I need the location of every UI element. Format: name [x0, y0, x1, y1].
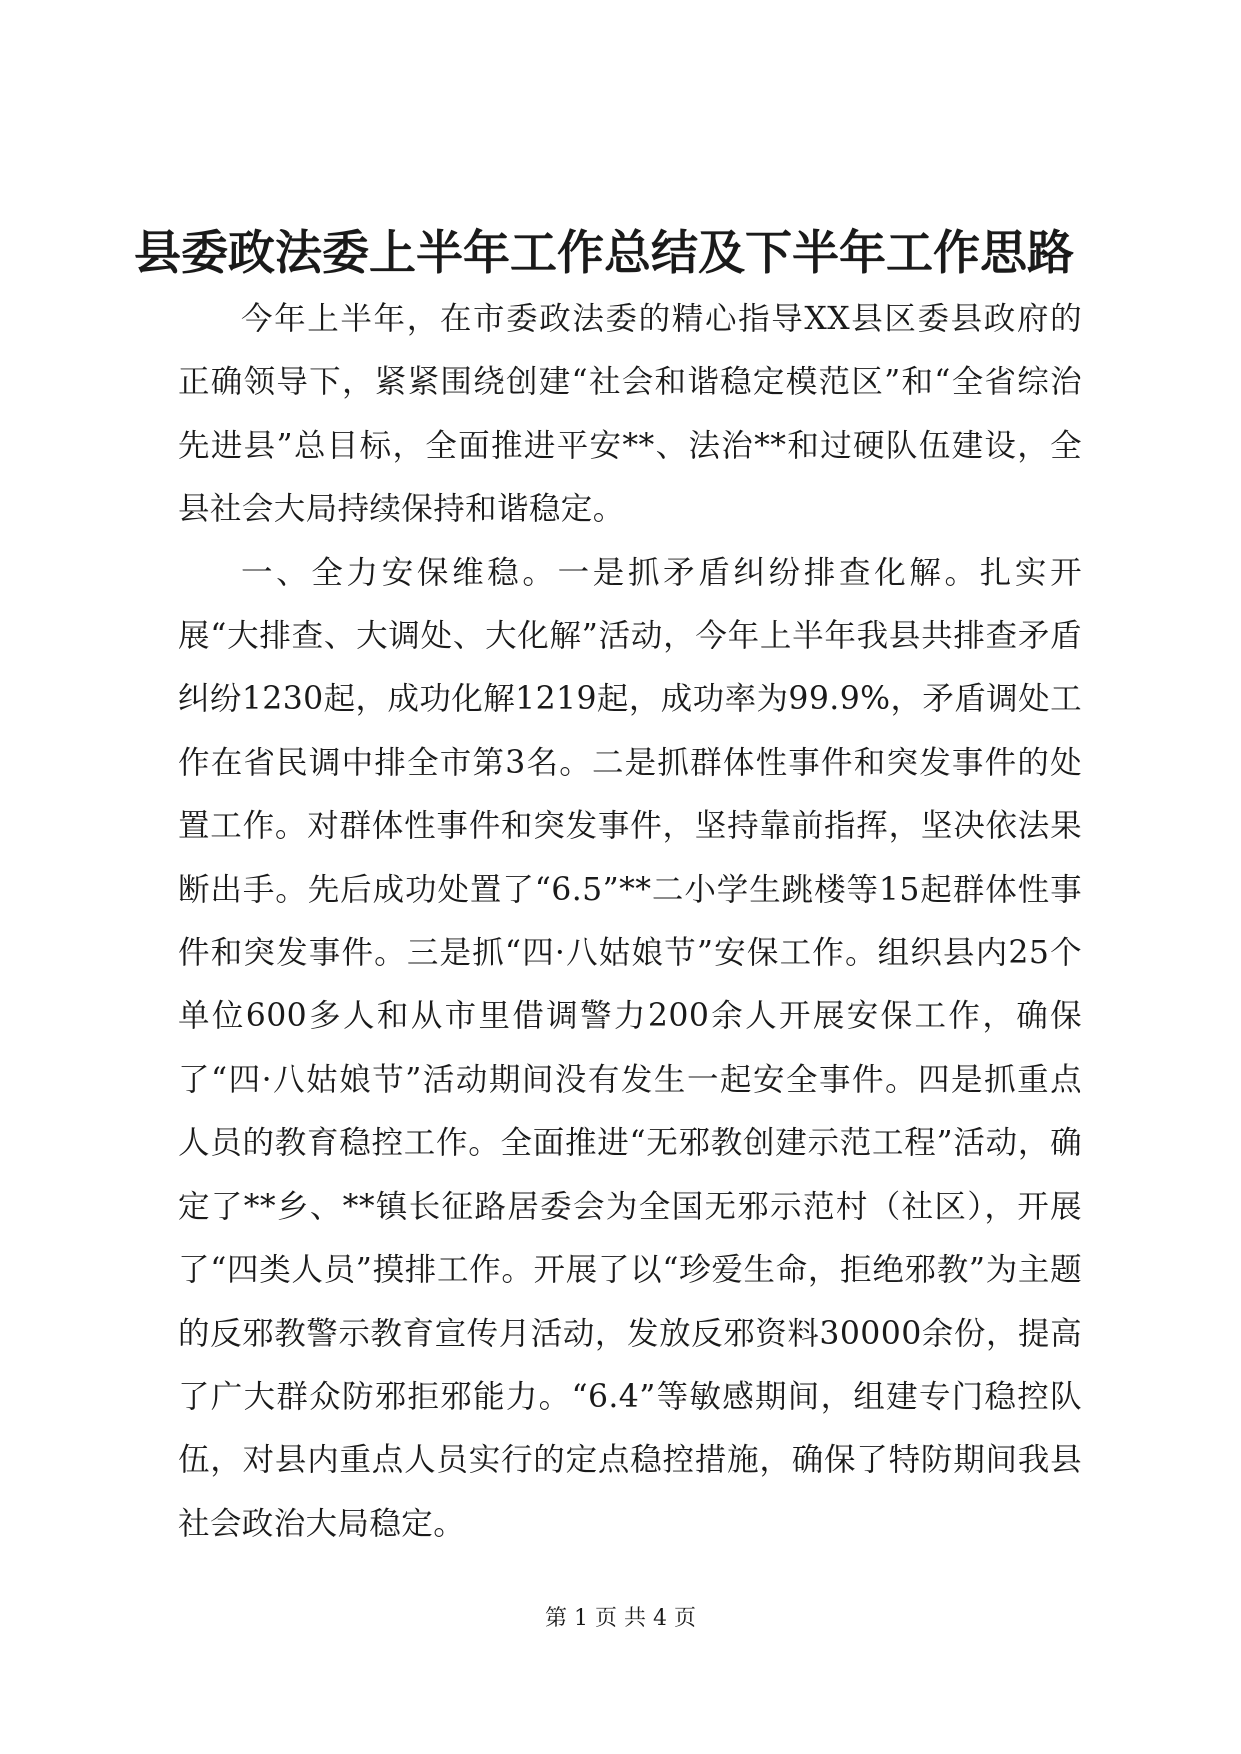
section-one-paragraph: 一、全力安保维稳。一是抓矛盾纠纷排查化解。扎实开展“大排查、大调处、大化解”活动，今年上半年我县共排查矛盾纠纷1230起，成功化解1219起，成功率为99.9%，矛盾调处工作在省民调中排全市第3名。二是抓群体性事件和突发事件的处置工作。对群体性事件和突发事件，坚持靠前指挥，坚决依法果断出手。先后成功处置了“6.5”**二小学生跳楼等15起群体性事件和突发事件。三是抓“四·八姑娘节”安保工作。组织县内25个单位600多人和从市里借调警力200余人开展安保工作，确保了“四·八姑娘节”活动期间没有发生一起安全事件。四是抓重点人员的教育稳控工作。全面推进“无邪教创建示范工程”活动，确定了**乡、**镇长征路居委会为全国无邪示范村（社区），开展了“四类人员”摸排工作。开展了以“珍爱生命，拒绝邪教”为主题的反邪教警示教育宣传月活动，发放反邪资料30000余份，提高了广大群众防邪拒邪能力。“6.4”等敏感期间，组建专门稳控队伍，对县内重点人员实行的定点稳控措施，确保了特防期间我县社会政治大局稳定。	[178, 554, 1082, 1542]
document-body	[178, 288, 1082, 1556]
intro-paragraph: 今年上半年，在市委政法委的精心指导XX县区委县政府的正确领导下，紧紧围绕创建“社会和谐稳定模范区”和“全省综治先进县”总目标，全面推进平安**、法治**和过硬队伍建设，全县社会大局持续保持和谐稳定。	[178, 301, 1082, 528]
page-number-footer: 第 1 页 共 4 页	[545, 1606, 696, 1631]
document-title: 县委政法委上半年工作总结及下半年工作思路	[134, 226, 1074, 281]
